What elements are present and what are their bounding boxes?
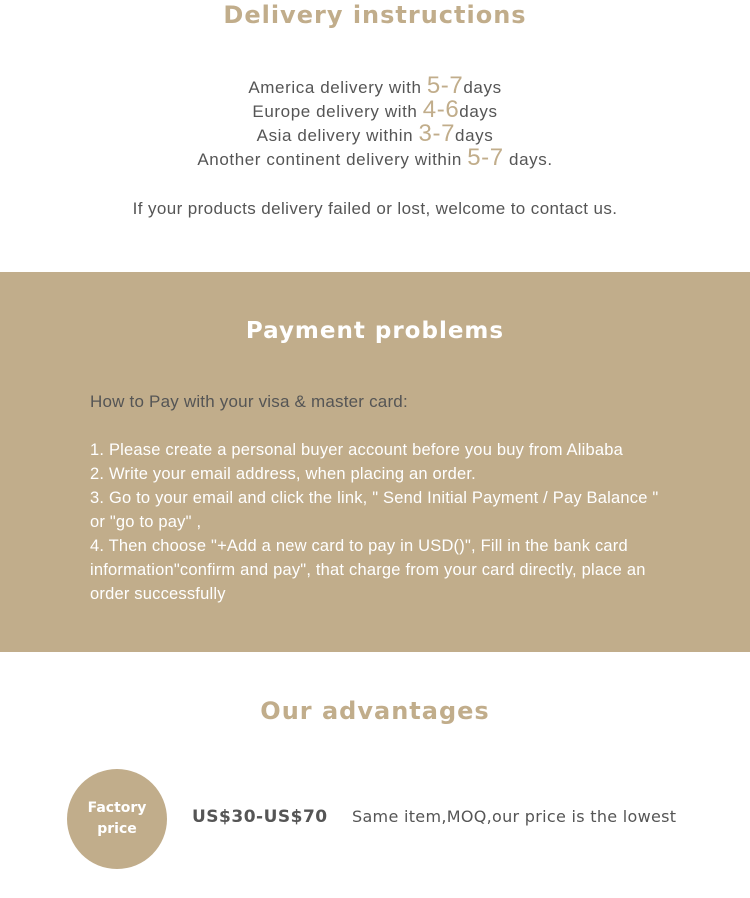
delivery-unit: days. — [503, 150, 553, 169]
delivery-times — [0, 74, 750, 170]
payment-section — [0, 272, 750, 652]
payment-step: 3. Go to your email and click the link, " Send Initial Payment / Pay Balance " or "go to pay" , — [90, 489, 659, 531]
factory-price-badge — [67, 769, 167, 869]
delivery-region-label: America delivery with — [248, 78, 427, 97]
delivery-range: 4-6 — [422, 96, 460, 123]
delivery-title: Delivery instructions — [223, 1, 527, 29]
payment-step: 4. Then choose "+Add a new card to pay in USD()", Fill in the bank card information"confirm and pay", that charge from your card directly, place an order successfully — [90, 537, 646, 603]
delivery-unit: days — [459, 102, 498, 121]
delivery-line-europe — [0, 98, 750, 122]
delivery-range: 3-7 — [418, 120, 456, 147]
delivery-region-label: Europe delivery with — [252, 102, 423, 121]
advantages-section — [0, 652, 750, 898]
payment-title: Payment problems — [245, 318, 505, 344]
delivery-unit: days — [463, 78, 502, 97]
payment-step: 2. Write your email address, when placing an order. — [90, 465, 476, 483]
delivery-unit: days — [455, 126, 494, 145]
payment-step: 1. Please create a personal buyer account before you buy from Alibaba — [90, 441, 623, 459]
delivery-line-asia — [0, 122, 750, 146]
payment-howto: How to Pay with your visa & master card: — [90, 392, 408, 411]
price-description: Same item,MOQ,our price is the lowest — [352, 807, 677, 826]
delivery-region-label: Asia delivery within — [256, 126, 419, 145]
delivery-contact-note: If your products delivery failed or lost, welcome to contact us. — [132, 199, 618, 218]
payment-steps — [90, 438, 670, 606]
delivery-range: 5-7 — [426, 72, 464, 99]
delivery-region-label: Another continent delivery within — [197, 150, 468, 169]
delivery-range: 5-7 — [467, 144, 504, 171]
delivery-line-other — [0, 146, 750, 170]
delivery-section — [0, 0, 750, 272]
price-range: US$30-US$70 — [192, 807, 328, 827]
advantages-title: Our advantages — [260, 697, 490, 725]
factory-price-badge-label: Factory price — [87, 800, 147, 837]
delivery-line-america — [0, 74, 750, 98]
